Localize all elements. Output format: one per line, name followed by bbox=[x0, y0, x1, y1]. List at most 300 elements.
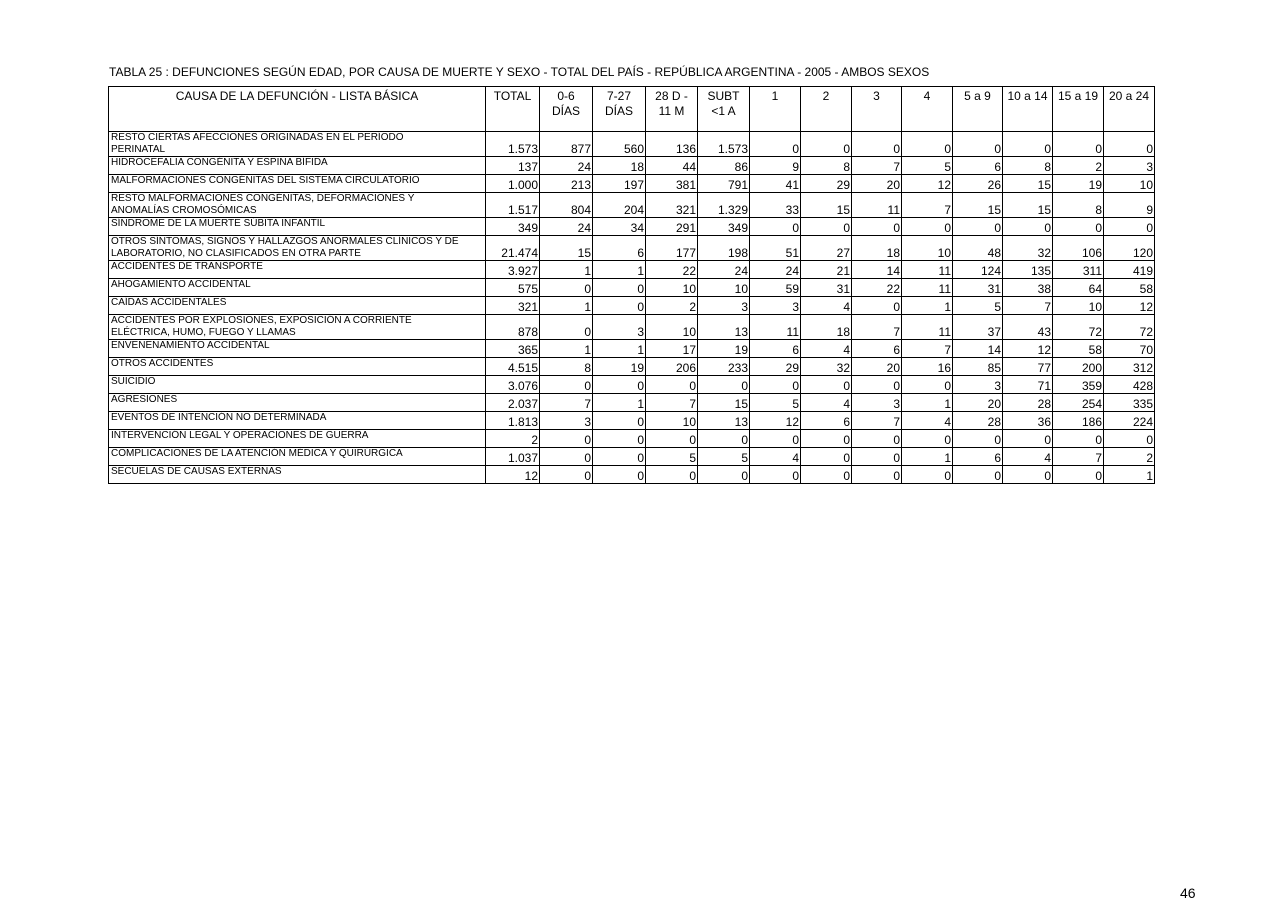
value-cell: 33 bbox=[750, 193, 801, 218]
value-cell: 11 bbox=[902, 279, 953, 297]
cause-line: RESTO MALFORMACIONES CONGÉNITAS, DEFORMACIONES Y bbox=[111, 193, 415, 204]
value-cell: 3 bbox=[698, 297, 750, 315]
header-7-27-dias bbox=[593, 87, 646, 132]
value-cell: 15 bbox=[1003, 193, 1053, 218]
value-cell: 15 bbox=[698, 394, 750, 412]
value-cell: 7 bbox=[852, 157, 902, 175]
table-row bbox=[109, 236, 1155, 261]
header-line: DÍAS bbox=[604, 104, 633, 118]
value-cell: 335 bbox=[1104, 394, 1155, 412]
table-row bbox=[109, 358, 1155, 376]
value-cell: 12 bbox=[486, 466, 540, 484]
cause-cell bbox=[109, 175, 486, 193]
header-line: SUBT bbox=[707, 89, 740, 103]
value-cell: 137 bbox=[486, 157, 540, 175]
value-cell: 28 bbox=[953, 412, 1003, 430]
value-cell: 0 bbox=[801, 466, 852, 484]
value-cell: 0 bbox=[902, 132, 953, 157]
value-cell: 3 bbox=[953, 376, 1003, 394]
value-cell: 0 bbox=[1003, 430, 1053, 448]
value-cell: 3 bbox=[593, 315, 646, 340]
value-cell: 7 bbox=[852, 412, 902, 430]
cause-line: MALFORMACIONES CONGÉNITAS DEL SISTEMA CIRCULATORIO bbox=[111, 175, 420, 186]
value-cell: 9 bbox=[1104, 193, 1155, 218]
cause-cell bbox=[109, 279, 486, 297]
value-cell: 19 bbox=[593, 358, 646, 376]
value-cell: 6 bbox=[953, 448, 1003, 466]
header-0-6-dias bbox=[540, 87, 593, 132]
value-cell: 349 bbox=[698, 218, 750, 236]
page-number: 46 bbox=[1180, 885, 1196, 901]
value-cell: 37 bbox=[953, 315, 1003, 340]
cause-line: COMPLICACIONES DE LA ATENCIÓN MÉDICA Y QUIRÚRGICA bbox=[111, 448, 403, 459]
value-cell: 419 bbox=[1104, 261, 1155, 279]
header-cause: CAUSA DE LA DEFUNCIÓN - LISTA BÁSICA bbox=[109, 87, 486, 132]
value-cell: 0 bbox=[593, 430, 646, 448]
value-cell: 0 bbox=[750, 132, 801, 157]
value-cell: 6 bbox=[593, 236, 646, 261]
header-28d-11m bbox=[646, 87, 698, 132]
header-age-1: 1 bbox=[750, 87, 801, 132]
table-row bbox=[109, 297, 1155, 315]
cause-cell bbox=[109, 261, 486, 279]
value-cell: 8 bbox=[1053, 193, 1104, 218]
value-cell: 0 bbox=[750, 376, 801, 394]
value-cell: 18 bbox=[852, 236, 902, 261]
value-cell: 19 bbox=[1053, 175, 1104, 193]
value-cell: 186 bbox=[1053, 412, 1104, 430]
table-row bbox=[109, 376, 1155, 394]
value-cell: 0 bbox=[593, 448, 646, 466]
value-cell: 204 bbox=[593, 193, 646, 218]
value-cell: 36 bbox=[1003, 412, 1053, 430]
value-cell: 4 bbox=[801, 340, 852, 358]
cause-cell bbox=[109, 376, 486, 394]
value-cell: 10 bbox=[698, 279, 750, 297]
value-cell: 0 bbox=[750, 430, 801, 448]
value-cell: 4 bbox=[902, 412, 953, 430]
value-cell: 124 bbox=[953, 261, 1003, 279]
value-cell: 32 bbox=[1003, 236, 1053, 261]
value-cell: 0 bbox=[1003, 132, 1053, 157]
value-cell: 2 bbox=[1053, 157, 1104, 175]
value-cell: 4 bbox=[801, 394, 852, 412]
value-cell: 58 bbox=[1104, 279, 1155, 297]
value-cell: 12 bbox=[1003, 340, 1053, 358]
value-cell: 21 bbox=[801, 261, 852, 279]
value-cell: 0 bbox=[1003, 218, 1053, 236]
value-cell: 0 bbox=[852, 376, 902, 394]
value-cell: 791 bbox=[698, 175, 750, 193]
cause-cell bbox=[109, 218, 486, 236]
value-cell: 0 bbox=[801, 448, 852, 466]
value-cell: 0 bbox=[1104, 132, 1155, 157]
header-age-15-19: 15 a 19 bbox=[1053, 87, 1104, 132]
value-cell: 1 bbox=[593, 261, 646, 279]
value-cell: 0 bbox=[698, 466, 750, 484]
value-cell: 3.927 bbox=[486, 261, 540, 279]
value-cell: 29 bbox=[750, 358, 801, 376]
value-cell: 0 bbox=[801, 430, 852, 448]
cause-line: CAÍDAS ACCIDENTALES bbox=[111, 297, 227, 308]
value-cell: 3 bbox=[852, 394, 902, 412]
value-cell: 0 bbox=[801, 218, 852, 236]
value-cell: 72 bbox=[1053, 315, 1104, 340]
cause-line: SECUELAS DE CAUSAS EXTERNAS bbox=[111, 466, 282, 477]
value-cell: 3 bbox=[750, 297, 801, 315]
value-cell: 20 bbox=[852, 175, 902, 193]
cause-line: ENVENENAMIENTO ACCIDENTAL bbox=[111, 340, 270, 351]
value-cell: 291 bbox=[646, 218, 698, 236]
value-cell: 59 bbox=[750, 279, 801, 297]
value-cell: 0 bbox=[593, 466, 646, 484]
table-row bbox=[109, 315, 1155, 340]
value-cell: 359 bbox=[1053, 376, 1104, 394]
value-cell: 7 bbox=[1053, 448, 1104, 466]
cause-cell bbox=[109, 236, 486, 261]
value-cell: 85 bbox=[953, 358, 1003, 376]
value-cell: 2 bbox=[1104, 448, 1155, 466]
value-cell: 14 bbox=[852, 261, 902, 279]
value-cell: 106 bbox=[1053, 236, 1104, 261]
value-cell: 12 bbox=[902, 175, 953, 193]
value-cell: 1.573 bbox=[698, 132, 750, 157]
value-cell: 32 bbox=[801, 358, 852, 376]
value-cell: 4 bbox=[750, 448, 801, 466]
value-cell: 0 bbox=[902, 376, 953, 394]
value-cell: 11 bbox=[852, 193, 902, 218]
cause-line: INTERVENCIÓN LEGAL Y OPERACIONES DE GUERRA bbox=[111, 430, 369, 441]
value-cell: 381 bbox=[646, 175, 698, 193]
value-cell: 17 bbox=[646, 340, 698, 358]
value-cell: 0 bbox=[540, 315, 593, 340]
cause-line: HIDROCEFALIA CONGÉNITA Y ESPINA BÍFIDA bbox=[111, 157, 328, 168]
value-cell: 1.000 bbox=[486, 175, 540, 193]
value-cell: 0 bbox=[852, 430, 902, 448]
value-cell: 0 bbox=[646, 376, 698, 394]
cause-cell bbox=[109, 132, 486, 157]
value-cell: 38 bbox=[1003, 279, 1053, 297]
value-cell: 0 bbox=[698, 376, 750, 394]
cause-cell bbox=[109, 340, 486, 358]
table-title: TABLA 25 : DEFUNCIONES SEGÚN EDAD, POR CAUSA DE MUERTE Y SEXO - TOTAL DEL PAÍS - REPÚBLICA ARGENTINA - 2005 - AMBOS SEXOS bbox=[109, 65, 930, 79]
value-cell: 0 bbox=[1053, 218, 1104, 236]
value-cell: 0 bbox=[953, 132, 1003, 157]
value-cell: 0 bbox=[646, 466, 698, 484]
value-cell: 0 bbox=[852, 297, 902, 315]
value-cell: 15 bbox=[953, 193, 1003, 218]
value-cell: 3 bbox=[1104, 157, 1155, 175]
value-cell: 0 bbox=[698, 430, 750, 448]
value-cell: 0 bbox=[953, 430, 1003, 448]
value-cell: 4.515 bbox=[486, 358, 540, 376]
value-cell: 0 bbox=[540, 466, 593, 484]
cause-cell bbox=[109, 466, 486, 484]
value-cell: 120 bbox=[1104, 236, 1155, 261]
cause-cell bbox=[109, 297, 486, 315]
value-cell: 24 bbox=[698, 261, 750, 279]
value-cell: 0 bbox=[801, 132, 852, 157]
value-cell: 0 bbox=[1003, 466, 1053, 484]
value-cell: 24 bbox=[540, 218, 593, 236]
value-cell: 7 bbox=[852, 315, 902, 340]
cause-line: RESTO CIERTAS AFECCIONES ORIGINADAS EN EL PERÍODO bbox=[111, 132, 404, 143]
table-row bbox=[109, 132, 1155, 157]
value-cell: 0 bbox=[1104, 430, 1155, 448]
value-cell: 224 bbox=[1104, 412, 1155, 430]
value-cell: 77 bbox=[1003, 358, 1053, 376]
value-cell: 365 bbox=[486, 340, 540, 358]
value-cell: 0 bbox=[852, 466, 902, 484]
value-cell: 1.517 bbox=[486, 193, 540, 218]
table-row bbox=[109, 412, 1155, 430]
value-cell: 0 bbox=[593, 279, 646, 297]
cause-line: ELÉCTRICA, HUMO, FUEGO Y LLAMAS bbox=[111, 327, 296, 338]
value-cell: 878 bbox=[486, 315, 540, 340]
value-cell: 19 bbox=[698, 340, 750, 358]
cause-line: SUICIDIO bbox=[111, 376, 156, 387]
cause-line: OTROS ACCIDENTES bbox=[111, 358, 214, 369]
cause-cell bbox=[109, 448, 486, 466]
value-cell: 0 bbox=[540, 430, 593, 448]
value-cell: 560 bbox=[593, 132, 646, 157]
cause-line: ACCIDENTES DE TRANSPORTE bbox=[111, 261, 263, 272]
value-cell: 0 bbox=[750, 466, 801, 484]
value-cell: 10 bbox=[1053, 297, 1104, 315]
value-cell: 0 bbox=[852, 132, 902, 157]
cause-cell bbox=[109, 193, 486, 218]
header-total: TOTAL bbox=[486, 87, 540, 132]
value-cell: 10 bbox=[1104, 175, 1155, 193]
value-cell: 0 bbox=[750, 218, 801, 236]
table-row bbox=[109, 261, 1155, 279]
value-cell: 7 bbox=[1003, 297, 1053, 315]
value-cell: 24 bbox=[750, 261, 801, 279]
value-cell: 11 bbox=[750, 315, 801, 340]
value-cell: 22 bbox=[646, 261, 698, 279]
value-cell: 0 bbox=[953, 218, 1003, 236]
header-age-5-9: 5 a 9 bbox=[953, 87, 1003, 132]
value-cell: 206 bbox=[646, 358, 698, 376]
value-cell: 312 bbox=[1104, 358, 1155, 376]
value-cell: 43 bbox=[1003, 315, 1053, 340]
header-row bbox=[109, 87, 1155, 132]
value-cell: 28 bbox=[1003, 394, 1053, 412]
value-cell: 8 bbox=[540, 358, 593, 376]
value-cell: 0 bbox=[1053, 132, 1104, 157]
value-cell: 7 bbox=[646, 394, 698, 412]
value-cell: 5 bbox=[902, 157, 953, 175]
value-cell: 1 bbox=[540, 340, 593, 358]
value-cell: 14 bbox=[953, 340, 1003, 358]
cause-line: EVENTOS DE INTENCIÓN NO DETERMINADA bbox=[111, 412, 327, 423]
table-row bbox=[109, 218, 1155, 236]
cause-cell bbox=[109, 157, 486, 175]
header-line: 7-27 bbox=[606, 89, 632, 103]
cause-cell bbox=[109, 430, 486, 448]
value-cell: 0 bbox=[540, 376, 593, 394]
value-cell: 51 bbox=[750, 236, 801, 261]
header-age-4: 4 bbox=[902, 87, 953, 132]
value-cell: 0 bbox=[953, 466, 1003, 484]
value-cell: 321 bbox=[486, 297, 540, 315]
cause-line: ACCIDENTES POR EXPLOSIONES, EXPOSICIÓN A CORRIENTE bbox=[111, 315, 412, 326]
value-cell: 1 bbox=[902, 297, 953, 315]
value-cell: 22 bbox=[852, 279, 902, 297]
value-cell: 1 bbox=[593, 340, 646, 358]
value-cell: 7 bbox=[540, 394, 593, 412]
value-cell: 4 bbox=[801, 297, 852, 315]
value-cell: 1.573 bbox=[486, 132, 540, 157]
header-line: 11 M bbox=[658, 104, 685, 118]
value-cell: 1 bbox=[1104, 466, 1155, 484]
value-cell: 31 bbox=[801, 279, 852, 297]
value-cell: 58 bbox=[1053, 340, 1104, 358]
value-cell: 1 bbox=[902, 394, 953, 412]
table-row bbox=[109, 430, 1155, 448]
value-cell: 233 bbox=[698, 358, 750, 376]
header-subtotal bbox=[698, 87, 750, 132]
value-cell: 1.813 bbox=[486, 412, 540, 430]
value-cell: 1 bbox=[902, 448, 953, 466]
value-cell: 0 bbox=[801, 376, 852, 394]
value-cell: 7 bbox=[902, 340, 953, 358]
table-body bbox=[109, 132, 1155, 484]
table-row bbox=[109, 448, 1155, 466]
value-cell: 0 bbox=[1053, 430, 1104, 448]
value-cell: 20 bbox=[852, 358, 902, 376]
cause-line: SÍNDROME DE LA MUERTE SÚBITA INFANTIL bbox=[111, 218, 326, 229]
value-cell: 1 bbox=[540, 297, 593, 315]
value-cell: 15 bbox=[801, 193, 852, 218]
value-cell: 13 bbox=[698, 412, 750, 430]
value-cell: 575 bbox=[486, 279, 540, 297]
header-age-3: 3 bbox=[852, 87, 902, 132]
value-cell: 0 bbox=[852, 218, 902, 236]
value-cell: 0 bbox=[540, 448, 593, 466]
value-cell: 177 bbox=[646, 236, 698, 261]
value-cell: 18 bbox=[593, 157, 646, 175]
value-cell: 804 bbox=[540, 193, 593, 218]
value-cell: 0 bbox=[593, 376, 646, 394]
value-cell: 1 bbox=[540, 261, 593, 279]
header-age-2: 2 bbox=[801, 87, 852, 132]
table-row bbox=[109, 466, 1155, 484]
value-cell: 1.037 bbox=[486, 448, 540, 466]
table-row bbox=[109, 340, 1155, 358]
value-cell: 1.329 bbox=[698, 193, 750, 218]
value-cell: 44 bbox=[646, 157, 698, 175]
value-cell: 0 bbox=[902, 218, 953, 236]
value-cell: 27 bbox=[801, 236, 852, 261]
value-cell: 2 bbox=[486, 430, 540, 448]
value-cell: 72 bbox=[1104, 315, 1155, 340]
value-cell: 11 bbox=[902, 261, 953, 279]
value-cell: 15 bbox=[1003, 175, 1053, 193]
value-cell: 877 bbox=[540, 132, 593, 157]
value-cell: 13 bbox=[698, 315, 750, 340]
cause-line: AGRESIONES bbox=[111, 394, 178, 405]
value-cell: 0 bbox=[902, 430, 953, 448]
header-age-10-14: 10 a 14 bbox=[1003, 87, 1053, 132]
value-cell: 0 bbox=[593, 412, 646, 430]
value-cell: 24 bbox=[540, 157, 593, 175]
table-row bbox=[109, 394, 1155, 412]
value-cell: 8 bbox=[801, 157, 852, 175]
value-cell: 0 bbox=[593, 297, 646, 315]
value-cell: 5 bbox=[750, 394, 801, 412]
value-cell: 15 bbox=[540, 236, 593, 261]
value-cell: 86 bbox=[698, 157, 750, 175]
cause-line: AHOGAMIENTO ACCIDENTAL bbox=[111, 279, 251, 290]
cause-line: LABORATORIO, NO CLASIFICADOS EN OTRA PARTE bbox=[111, 248, 361, 259]
value-cell: 197 bbox=[593, 175, 646, 193]
cause-cell bbox=[109, 358, 486, 376]
value-cell: 71 bbox=[1003, 376, 1053, 394]
cause-cell bbox=[109, 394, 486, 412]
value-cell: 10 bbox=[646, 412, 698, 430]
value-cell: 70 bbox=[1104, 340, 1155, 358]
cause-cell bbox=[109, 412, 486, 430]
value-cell: 213 bbox=[540, 175, 593, 193]
value-cell: 0 bbox=[1053, 466, 1104, 484]
value-cell: 34 bbox=[593, 218, 646, 236]
header-line: DÍAS bbox=[551, 104, 580, 118]
value-cell: 135 bbox=[1003, 261, 1053, 279]
value-cell: 349 bbox=[486, 218, 540, 236]
value-cell: 0 bbox=[1104, 218, 1155, 236]
value-cell: 10 bbox=[646, 315, 698, 340]
value-cell: 254 bbox=[1053, 394, 1104, 412]
value-cell: 64 bbox=[1053, 279, 1104, 297]
value-cell: 16 bbox=[902, 358, 953, 376]
cause-line: PERINATAL bbox=[111, 144, 166, 155]
value-cell: 0 bbox=[646, 430, 698, 448]
value-cell: 8 bbox=[1003, 157, 1053, 175]
value-cell: 31 bbox=[953, 279, 1003, 297]
value-cell: 0 bbox=[902, 466, 953, 484]
header-line: 28 D - bbox=[655, 89, 688, 103]
value-cell: 200 bbox=[1053, 358, 1104, 376]
value-cell: 12 bbox=[1104, 297, 1155, 315]
value-cell: 0 bbox=[540, 279, 593, 297]
value-cell: 6 bbox=[852, 340, 902, 358]
value-cell: 6 bbox=[801, 412, 852, 430]
value-cell: 18 bbox=[801, 315, 852, 340]
value-cell: 1 bbox=[593, 394, 646, 412]
value-cell: 26 bbox=[953, 175, 1003, 193]
value-cell: 21.474 bbox=[486, 236, 540, 261]
value-cell: 7 bbox=[902, 193, 953, 218]
value-cell: 321 bbox=[646, 193, 698, 218]
value-cell: 11 bbox=[902, 315, 953, 340]
value-cell: 2.037 bbox=[486, 394, 540, 412]
cause-line: OTROS SÍNTOMAS, SIGNOS Y HALLAZGOS ANORMALES CLÍNICOS Y DE bbox=[111, 236, 459, 247]
header-line: <1 A bbox=[711, 104, 736, 118]
table-row bbox=[109, 193, 1155, 218]
value-cell: 5 bbox=[646, 448, 698, 466]
value-cell: 6 bbox=[750, 340, 801, 358]
value-cell: 3.076 bbox=[486, 376, 540, 394]
deaths-table bbox=[108, 86, 1155, 484]
cause-line: ANOMALÍAS CROMOSÓMICAS bbox=[111, 205, 257, 216]
value-cell: 41 bbox=[750, 175, 801, 193]
value-cell: 10 bbox=[646, 279, 698, 297]
value-cell: 311 bbox=[1053, 261, 1104, 279]
value-cell: 6 bbox=[953, 157, 1003, 175]
table-row bbox=[109, 175, 1155, 193]
header-age-20-24: 20 a 24 bbox=[1104, 87, 1155, 132]
